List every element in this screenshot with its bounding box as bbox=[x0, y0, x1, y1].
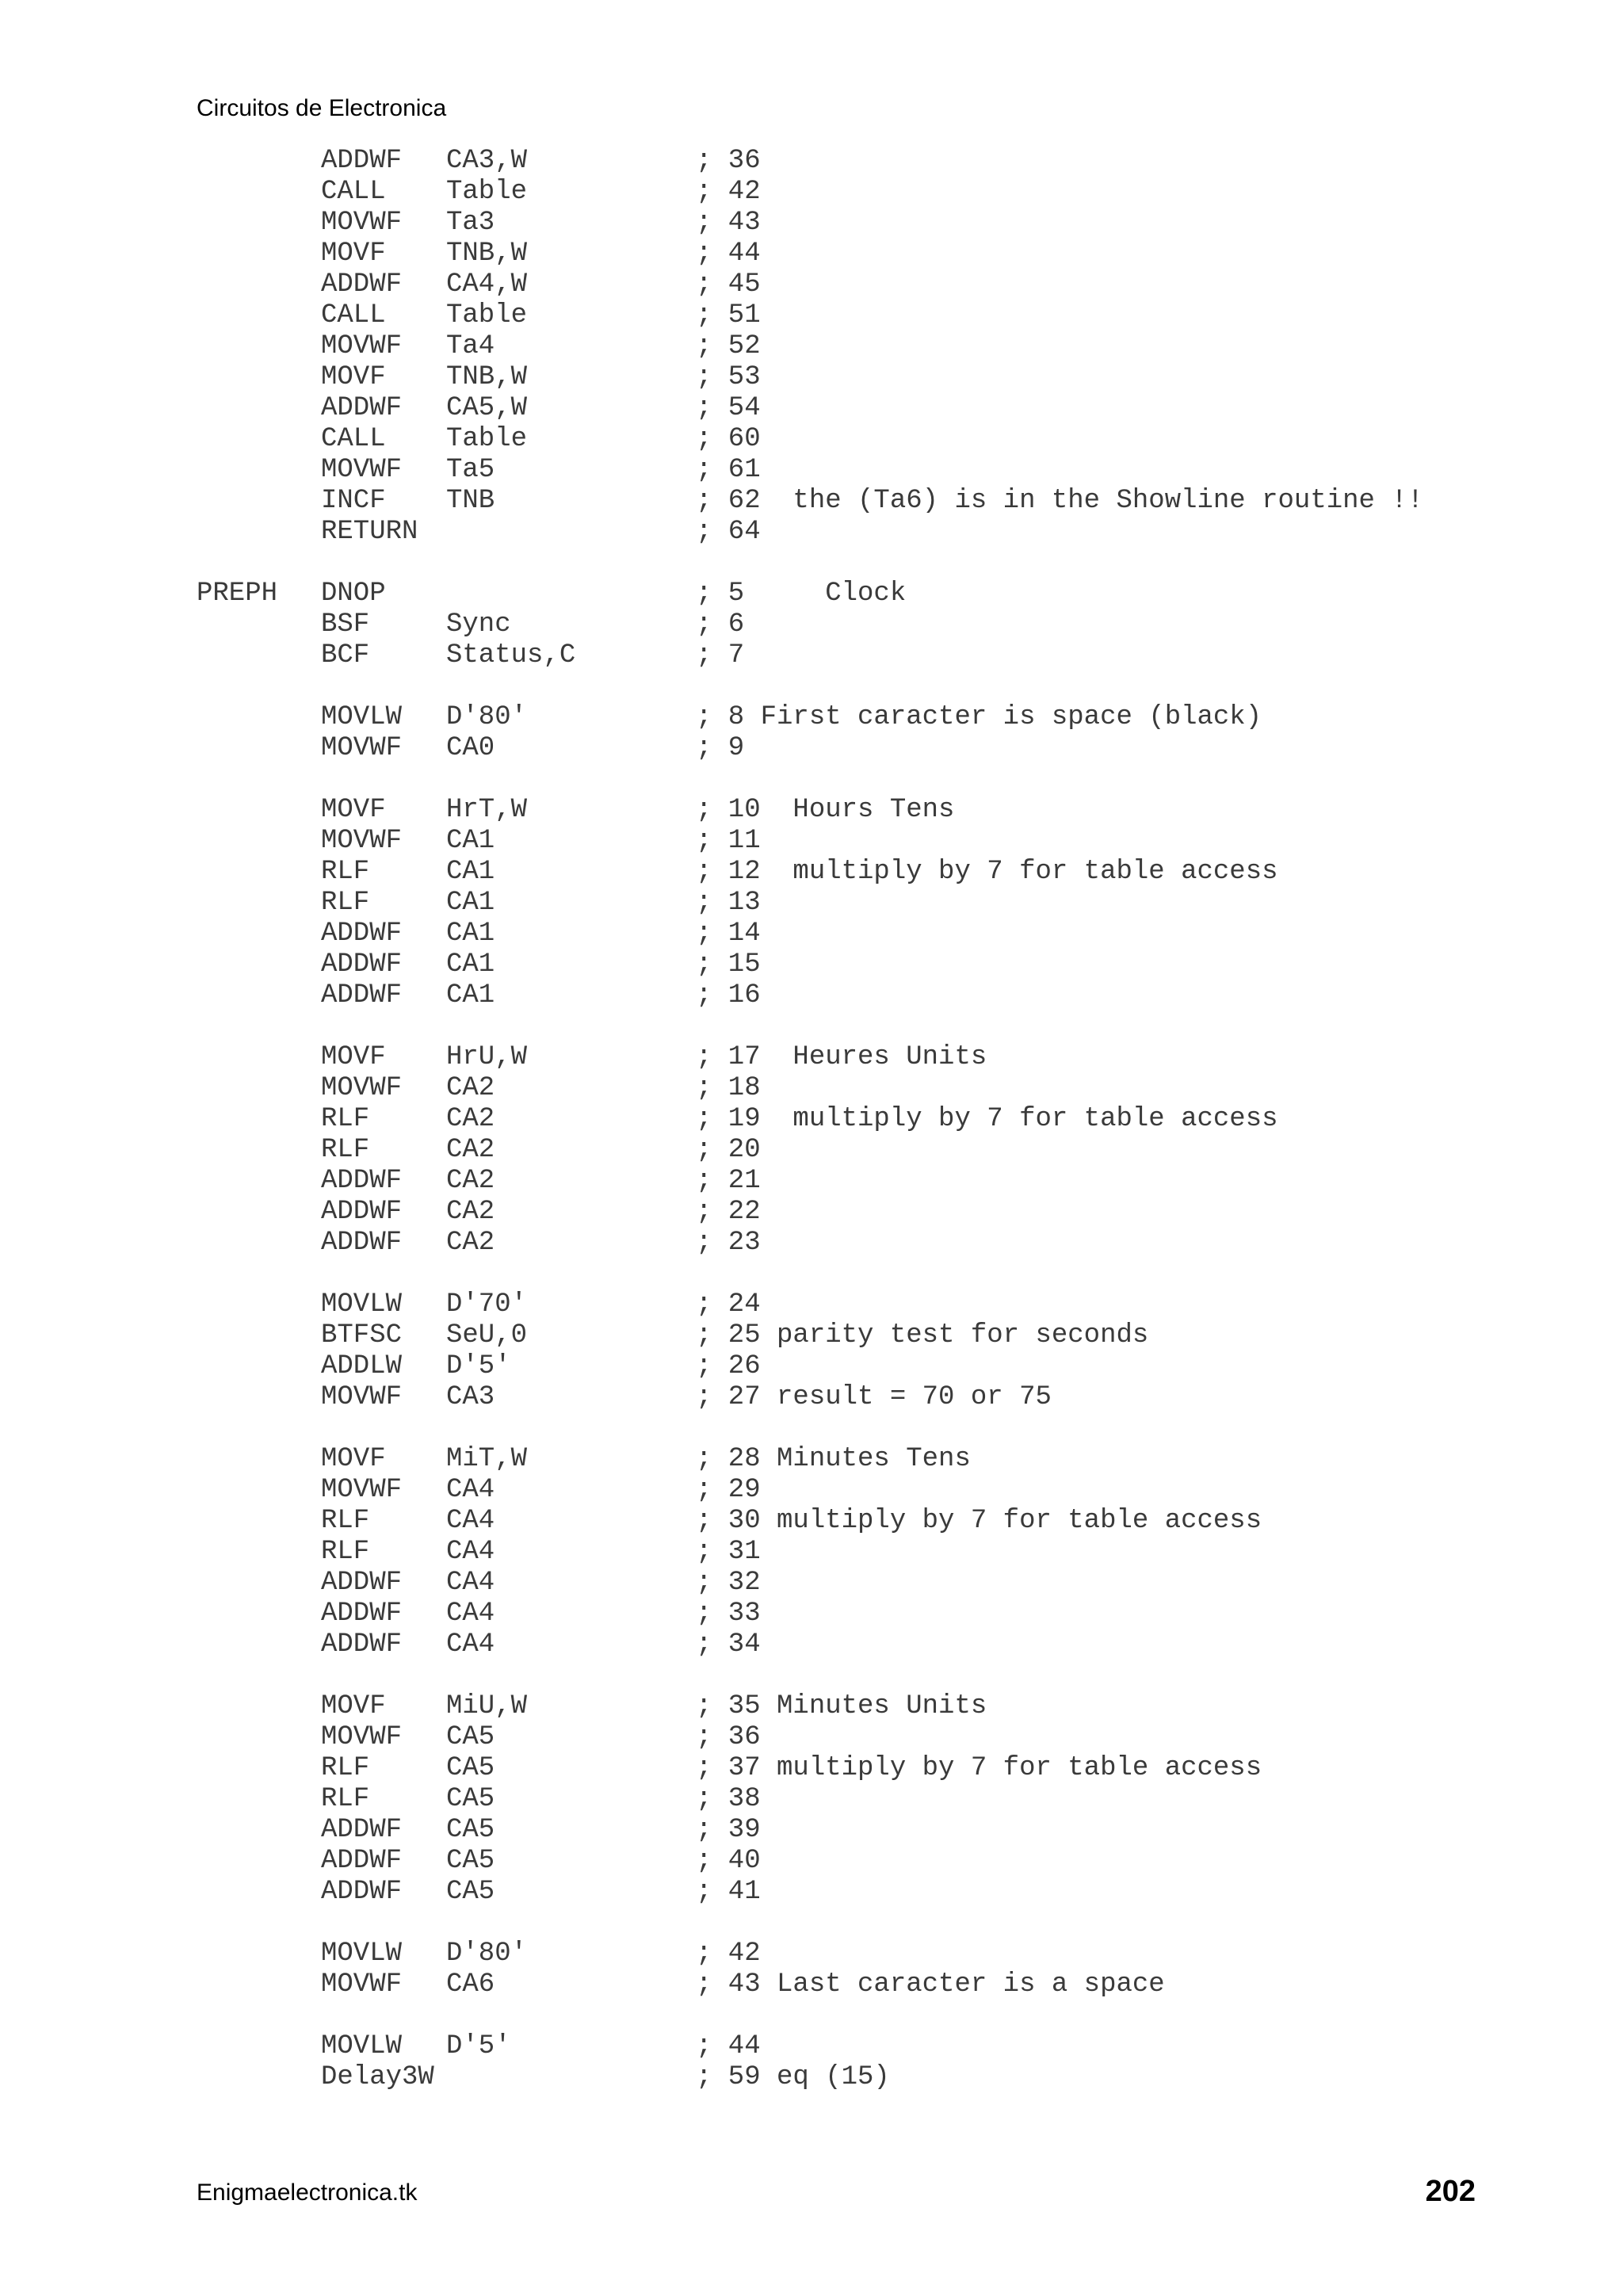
code-opcode: ADDWF bbox=[321, 146, 403, 176]
code-operand: CA2 bbox=[446, 1135, 495, 1165]
code-comment: ; 33 bbox=[696, 1599, 761, 1629]
code-operand: Ta5 bbox=[446, 455, 495, 485]
code-comment: ; 38 bbox=[696, 1784, 761, 1814]
code-comment: ; 26 bbox=[696, 1351, 761, 1381]
code-opcode: BTFSC bbox=[321, 1320, 403, 1350]
code-opcode: MOVWF bbox=[321, 208, 403, 238]
code-comment: ; 37 multiply by 7 for table access bbox=[696, 1753, 1262, 1783]
code-opcode: MOVF bbox=[321, 1691, 386, 1721]
code-operand: CA1 bbox=[446, 888, 495, 918]
code-opcode: RLF bbox=[321, 1104, 370, 1134]
code-comment: ; 11 bbox=[696, 826, 761, 856]
code-comment: ; 12 multiply by 7 for table access bbox=[696, 857, 1278, 887]
code-operand: D'80' bbox=[446, 702, 528, 732]
code-comment: ; 13 bbox=[696, 888, 761, 918]
code-opcode: MOVWF bbox=[321, 1073, 403, 1103]
code-operand: CA1 bbox=[446, 857, 495, 887]
code-comment: ; 20 bbox=[696, 1135, 761, 1165]
code-opcode: MOVWF bbox=[321, 331, 403, 361]
code-operand: TNB bbox=[446, 486, 495, 516]
code-operand: CA4 bbox=[446, 1475, 495, 1505]
code-operand: D'5' bbox=[446, 1351, 511, 1381]
code-operand: D'70' bbox=[446, 1289, 528, 1320]
code-opcode: ADDWF bbox=[321, 1568, 403, 1598]
code-operand: MiT,W bbox=[446, 1444, 528, 1474]
code-comment: ; 52 bbox=[696, 331, 761, 361]
code-opcode: CALL bbox=[321, 424, 386, 454]
code-opcode: ADDWF bbox=[321, 1877, 403, 1907]
code-operand: TNB,W bbox=[446, 362, 528, 392]
code-opcode: ADDWF bbox=[321, 919, 403, 949]
code-opcode: RLF bbox=[321, 1753, 370, 1783]
code-opcode: RLF bbox=[321, 1784, 370, 1814]
code-opcode: ADDWF bbox=[321, 1197, 403, 1227]
code-operand: Ta3 bbox=[446, 208, 495, 238]
code-comment: ; 42 bbox=[696, 177, 761, 207]
code-operand: HrU,W bbox=[446, 1042, 528, 1072]
code-comment: ; 36 bbox=[696, 146, 761, 176]
code-comment: ; 35 Minutes Units bbox=[696, 1691, 987, 1721]
code-opcode: ADDWF bbox=[321, 269, 403, 300]
code-opcode: RLF bbox=[321, 888, 370, 918]
code-opcode: ADDWF bbox=[321, 949, 403, 980]
code-comment: ; 21 bbox=[696, 1166, 761, 1196]
code-comment: ; 9 bbox=[696, 733, 745, 763]
code-opcode: ADDWF bbox=[321, 1166, 403, 1196]
code-opcode: MOVWF bbox=[321, 1382, 403, 1412]
code-operand: CA2 bbox=[446, 1166, 495, 1196]
code-comment: ; 36 bbox=[696, 1722, 761, 1752]
code-opcode: INCF bbox=[321, 486, 386, 516]
code-operand: D'80' bbox=[446, 1939, 528, 1969]
code-operand: TNB,W bbox=[446, 239, 528, 269]
code-operand: CA5,W bbox=[446, 393, 528, 423]
code-operand: Table bbox=[446, 300, 528, 330]
code-comment: ; 44 bbox=[696, 2031, 761, 2061]
code-comment: ; 43 bbox=[696, 208, 761, 238]
code-opcode: ADDWF bbox=[321, 1599, 403, 1629]
code-opcode: ADDWF bbox=[321, 393, 403, 423]
code-opcode: MOVLW bbox=[321, 1289, 403, 1320]
code-comment: ; 39 bbox=[696, 1815, 761, 1845]
code-comment: ; 15 bbox=[696, 949, 761, 980]
code-opcode: DNOP bbox=[321, 579, 386, 609]
code-opcode: MOVWF bbox=[321, 1969, 403, 2000]
code-opcode: RLF bbox=[321, 1537, 370, 1567]
code-opcode: MOVF bbox=[321, 795, 386, 825]
code-opcode: Delay3W bbox=[321, 2062, 434, 2092]
code-comment: ; 53 bbox=[696, 362, 761, 392]
code-operand: CA4,W bbox=[446, 269, 528, 300]
code-comment: ; 6 bbox=[696, 609, 745, 640]
page-header-title: Circuitos de Electronica bbox=[197, 95, 447, 121]
code-comment: ; 45 bbox=[696, 269, 761, 300]
code-operand: CA5 bbox=[446, 1815, 495, 1845]
code-operand: CA5 bbox=[446, 1753, 495, 1783]
code-comment: ; 51 bbox=[696, 300, 761, 330]
code-operand: CA1 bbox=[446, 826, 495, 856]
code-comment: ; 19 multiply by 7 for table access bbox=[696, 1104, 1278, 1134]
code-opcode: MOVWF bbox=[321, 826, 403, 856]
code-comment: ; 28 Minutes Tens bbox=[696, 1444, 971, 1474]
code-comment: ; 25 parity test for seconds bbox=[696, 1320, 1149, 1350]
code-operand: CA2 bbox=[446, 1197, 495, 1227]
code-comment: ; 32 bbox=[696, 1568, 761, 1598]
code-operand: HrT,W bbox=[446, 795, 528, 825]
code-operand: CA2 bbox=[446, 1104, 495, 1134]
code-comment: ; 54 bbox=[696, 393, 761, 423]
code-opcode: MOVWF bbox=[321, 1722, 403, 1752]
code-comment: ; 8 First caracter is space (black) bbox=[696, 702, 1262, 732]
code-opcode: ADDWF bbox=[321, 1228, 403, 1258]
code-opcode: MOVWF bbox=[321, 455, 403, 485]
code-comment: ; 23 bbox=[696, 1228, 761, 1258]
code-opcode: MOVF bbox=[321, 1042, 386, 1072]
code-operand: CA3,W bbox=[446, 146, 528, 176]
code-comment: ; 29 bbox=[696, 1475, 761, 1505]
code-operand: MiU,W bbox=[446, 1691, 528, 1721]
code-operand: Table bbox=[446, 177, 528, 207]
code-opcode: RETURN bbox=[321, 517, 418, 547]
code-opcode: RLF bbox=[321, 1135, 370, 1165]
code-operand: CA4 bbox=[446, 1506, 495, 1536]
page-number: 202 bbox=[1425, 2175, 1476, 2208]
code-operand: Sync bbox=[446, 609, 511, 640]
code-comment: ; 14 bbox=[696, 919, 761, 949]
code-comment: ; 34 bbox=[696, 1629, 761, 1660]
code-opcode: CALL bbox=[321, 177, 386, 207]
code-operand: CA3 bbox=[446, 1382, 495, 1412]
code-comment: ; 17 Heures Units bbox=[696, 1042, 987, 1072]
code-opcode: RLF bbox=[321, 857, 370, 887]
footer-site: Enigmaelectronica.tk bbox=[197, 2179, 418, 2206]
code-operand: CA5 bbox=[446, 1784, 495, 1814]
code-comment: ; 16 bbox=[696, 980, 761, 1010]
code-operand: CA1 bbox=[446, 919, 495, 949]
code-operand: CA4 bbox=[446, 1568, 495, 1598]
code-comment: ; 5 Clock bbox=[696, 579, 907, 609]
code-operand: Status,C bbox=[446, 640, 576, 670]
code-operand: D'5' bbox=[446, 2031, 511, 2061]
code-operand: CA2 bbox=[446, 1228, 495, 1258]
code-opcode: RLF bbox=[321, 1506, 370, 1536]
code-operand: CA2 bbox=[446, 1073, 495, 1103]
code-comment: ; 41 bbox=[696, 1877, 761, 1907]
code-opcode: MOVF bbox=[321, 362, 386, 392]
code-comment: ; 60 bbox=[696, 424, 761, 454]
code-comment: ; 61 bbox=[696, 455, 761, 485]
code-comment: ; 10 Hours Tens bbox=[696, 795, 955, 825]
code-comment: ; 31 bbox=[696, 1537, 761, 1567]
code-opcode: MOVWF bbox=[321, 733, 403, 763]
code-operand: CA5 bbox=[446, 1846, 495, 1876]
code-comment: ; 7 bbox=[696, 640, 745, 670]
code-opcode: ADDLW bbox=[321, 1351, 403, 1381]
code-opcode: MOVLW bbox=[321, 2031, 403, 2061]
code-comment: ; 42 bbox=[696, 1939, 761, 1969]
code-operand: CA6 bbox=[446, 1969, 495, 2000]
code-operand: CA0 bbox=[446, 733, 495, 763]
code-opcode: CALL bbox=[321, 300, 386, 330]
code-operand: CA5 bbox=[446, 1722, 495, 1752]
code-operand: Table bbox=[446, 424, 528, 454]
code-label: PREPH bbox=[197, 579, 278, 609]
code-operand: CA4 bbox=[446, 1599, 495, 1629]
code-comment: ; 24 bbox=[696, 1289, 761, 1320]
code-opcode: ADDWF bbox=[321, 980, 403, 1010]
code-opcode: BCF bbox=[321, 640, 370, 670]
code-operand: CA4 bbox=[446, 1537, 495, 1567]
code-operand: CA4 bbox=[446, 1629, 495, 1660]
code-opcode: BSF bbox=[321, 609, 370, 640]
code-comment: ; 22 bbox=[696, 1197, 761, 1227]
code-opcode: MOVWF bbox=[321, 1475, 403, 1505]
code-operand: CA5 bbox=[446, 1877, 495, 1907]
code-comment: ; 30 multiply by 7 for table access bbox=[696, 1506, 1262, 1536]
code-opcode: MOVF bbox=[321, 1444, 386, 1474]
code-operand: CA1 bbox=[446, 949, 495, 980]
code-opcode: MOVLW bbox=[321, 1939, 403, 1969]
code-opcode: ADDWF bbox=[321, 1846, 403, 1876]
code-comment: ; 43 Last caracter is a space bbox=[696, 1969, 1165, 2000]
code-comment: ; 64 bbox=[696, 517, 761, 547]
code-operand: CA1 bbox=[446, 980, 495, 1010]
code-opcode: ADDWF bbox=[321, 1815, 403, 1845]
code-comment: ; 18 bbox=[696, 1073, 761, 1103]
code-operand: Ta4 bbox=[446, 331, 495, 361]
code-operand: SeU,0 bbox=[446, 1320, 528, 1350]
code-opcode: ADDWF bbox=[321, 1629, 403, 1660]
code-comment: ; 27 result = 70 or 75 bbox=[696, 1382, 1052, 1412]
code-opcode: MOVLW bbox=[321, 702, 403, 732]
code-comment: ; 40 bbox=[696, 1846, 761, 1876]
code-opcode: MOVF bbox=[321, 239, 386, 269]
code-comment: ; 62 the (Ta6) is in the Showline routine !! bbox=[696, 486, 1424, 516]
code-comment: ; 44 bbox=[696, 239, 761, 269]
code-comment: ; 59 eq (15) bbox=[696, 2062, 890, 2092]
